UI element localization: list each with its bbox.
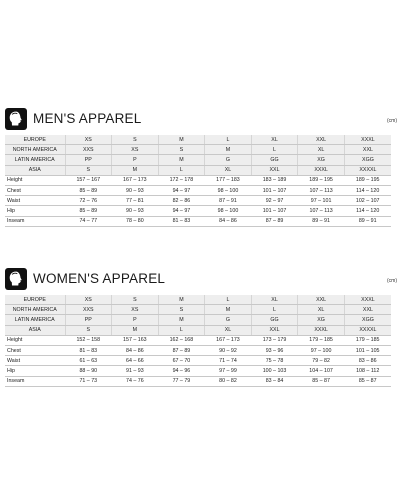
- section-header: [5, 108, 397, 134]
- measurement-row: [5, 185, 391, 195]
- size-cell: L: [205, 135, 252, 145]
- measurement-cell: 189 – 195: [298, 175, 345, 185]
- measurement-cell: 87 – 89: [158, 345, 205, 355]
- size-cell: P: [112, 315, 159, 325]
- region-label: EUROPE: [5, 295, 65, 305]
- measurement-row: [5, 175, 391, 185]
- measurement-cell: 167 – 173: [205, 335, 252, 345]
- region-size-row: [5, 145, 391, 155]
- measurement-cell: 157 – 163: [112, 335, 159, 345]
- measurement-cell: 83 – 86: [344, 356, 391, 366]
- measurement-cell: 77 – 79: [158, 376, 205, 386]
- measurement-cell: 152 – 158: [65, 335, 112, 345]
- size-cell: S: [65, 165, 112, 175]
- size-cell: XXL: [298, 135, 345, 145]
- measurement-cell: 101 – 105: [344, 345, 391, 355]
- region-label: NORTH AMERICA: [5, 305, 65, 315]
- size-cell: XXL: [251, 325, 298, 335]
- region-label: EUROPE: [5, 135, 65, 145]
- measurement-cell: 107 – 113: [298, 206, 345, 216]
- region-size-row: [5, 165, 391, 175]
- measurement-row: [5, 345, 391, 355]
- region-size-row: [5, 295, 391, 305]
- measurement-cell: 75 – 78: [251, 356, 298, 366]
- size-cell: L: [158, 325, 205, 335]
- size-cell: G: [205, 315, 252, 325]
- measurement-cell: 98 – 100: [205, 185, 252, 195]
- unit-note: (cm): [387, 118, 397, 124]
- section-title: WOMEN'S APPAREL: [33, 271, 166, 286]
- size-cell: XL: [205, 325, 252, 335]
- size-cell: M: [205, 145, 252, 155]
- region-label: NORTH AMERICA: [5, 145, 65, 155]
- measurement-cell: 88 – 90: [65, 366, 112, 376]
- measurement-cell: 92 – 97: [251, 196, 298, 206]
- measurement-cell: 100 – 103: [251, 366, 298, 376]
- measurement-cell: 89 – 91: [298, 216, 345, 226]
- measurement-label: Hip: [5, 206, 65, 216]
- size-cell: M: [158, 295, 205, 305]
- size-cell: S: [65, 325, 112, 335]
- size-cell: XL: [205, 165, 252, 175]
- measurement-cell: 94 – 97: [158, 206, 205, 216]
- measurement-cell: 74 – 76: [112, 376, 159, 386]
- measurement-cell: 173 – 179: [251, 335, 298, 345]
- size-cell: XG: [298, 155, 345, 165]
- region-size-row: [5, 305, 391, 315]
- size-cell: XXS: [65, 145, 112, 155]
- measurement-cell: 74 – 77: [65, 216, 112, 226]
- measurement-cell: 81 – 83: [158, 216, 205, 226]
- size-cell: M: [158, 155, 205, 165]
- measurement-label: Height: [5, 175, 65, 185]
- measurement-cell: 71 – 74: [205, 356, 252, 366]
- size-cell: S: [112, 295, 159, 305]
- region-size-row: [5, 135, 391, 145]
- measurement-cell: 83 – 84: [251, 376, 298, 386]
- size-cell: GG: [251, 155, 298, 165]
- size-cell: L: [251, 305, 298, 315]
- measurement-row: [5, 216, 391, 226]
- size-cell: M: [158, 315, 205, 325]
- measurement-cell: 91 – 93: [112, 366, 159, 376]
- size-cell: S: [158, 145, 205, 155]
- measurement-cell: 90 – 93: [112, 206, 159, 216]
- size-cell: XXXXL: [344, 165, 391, 175]
- size-cell: XL: [251, 135, 298, 145]
- measurement-cell: 90 – 92: [205, 345, 252, 355]
- measurement-cell: 167 – 173: [112, 175, 159, 185]
- region-label: ASIA: [5, 165, 65, 175]
- size-cell: XXXL: [298, 325, 345, 335]
- size-cell: P: [112, 155, 159, 165]
- measurement-cell: 179 – 185: [344, 335, 391, 345]
- measurement-cell: 64 – 66: [112, 356, 159, 366]
- measurement-row: [5, 376, 391, 386]
- size-cell: XGG: [344, 155, 391, 165]
- measurement-cell: 79 – 82: [298, 356, 345, 366]
- measurement-cell: 71 – 73: [65, 376, 112, 386]
- measurement-cell: 82 – 86: [158, 196, 205, 206]
- measurement-cell: 97 – 101: [298, 196, 345, 206]
- size-cell: XXL: [344, 145, 391, 155]
- measurement-label: Height: [5, 335, 65, 345]
- measurement-cell: 177 – 183: [205, 175, 252, 185]
- unit-note: (cm): [387, 278, 397, 284]
- size-cell: M: [158, 135, 205, 145]
- measurement-row: [5, 206, 391, 216]
- measurement-label: Hip: [5, 366, 65, 376]
- womens-apparel-section: [5, 268, 397, 385]
- measurement-cell: 157 – 167: [65, 175, 112, 185]
- size-cell: XXS: [65, 305, 112, 315]
- measurement-cell: 77 – 81: [112, 196, 159, 206]
- measurement-cell: 87 – 89: [251, 216, 298, 226]
- measurement-row: [5, 356, 391, 366]
- size-cell: XXL: [344, 305, 391, 315]
- measurement-cell: 85 – 89: [65, 185, 112, 195]
- measurement-cell: 162 – 168: [158, 335, 205, 345]
- measurement-cell: 85 – 87: [298, 376, 345, 386]
- size-cell: M: [205, 305, 252, 315]
- measurement-label: Waist: [5, 356, 65, 366]
- size-cell: XL: [251, 295, 298, 305]
- section-header: [5, 268, 397, 294]
- measurement-row: [5, 196, 391, 206]
- measurement-cell: 104 – 107: [298, 366, 345, 376]
- size-cell: PP: [65, 315, 112, 325]
- measurement-cell: 114 – 120: [344, 206, 391, 216]
- measurement-label: Waist: [5, 196, 65, 206]
- measurement-cell: 189 – 195: [344, 175, 391, 185]
- measurement-cell: 179 – 185: [298, 335, 345, 345]
- size-cell: PP: [65, 155, 112, 165]
- mens-size-table: [5, 135, 391, 227]
- mens-apparel-section: [5, 108, 397, 225]
- measurement-cell: 90 – 93: [112, 185, 159, 195]
- womens-size-table: [5, 295, 391, 387]
- size-cell: XGG: [344, 315, 391, 325]
- measurement-cell: 101 – 107: [251, 206, 298, 216]
- measurement-cell: 81 – 83: [65, 345, 112, 355]
- size-cell: XS: [112, 145, 159, 155]
- measurement-label: Chest: [5, 185, 65, 195]
- size-cell: M: [112, 325, 159, 335]
- measurement-cell: 85 – 89: [65, 206, 112, 216]
- measurement-cell: 67 – 70: [158, 356, 205, 366]
- size-cell: XG: [298, 315, 345, 325]
- measurement-cell: 84 – 86: [205, 216, 252, 226]
- size-cell: L: [251, 145, 298, 155]
- region-size-row: [5, 155, 391, 165]
- measurement-cell: 78 – 80: [112, 216, 159, 226]
- size-cell: XXXL: [344, 135, 391, 145]
- region-size-row: [5, 315, 391, 325]
- measurement-cell: 94 – 97: [158, 185, 205, 195]
- helmet-head-icon: [5, 268, 27, 290]
- measurement-cell: 108 – 112: [344, 366, 391, 376]
- region-label: LATIN AMERICA: [5, 155, 65, 165]
- measurement-cell: 93 – 96: [251, 345, 298, 355]
- measurement-cell: 84 – 86: [112, 345, 159, 355]
- measurement-cell: 172 – 178: [158, 175, 205, 185]
- measurement-cell: 94 – 96: [158, 366, 205, 376]
- measurement-cell: 97 – 100: [298, 345, 345, 355]
- size-cell: S: [158, 305, 205, 315]
- measurement-label: Chest: [5, 345, 65, 355]
- size-cell: L: [158, 165, 205, 175]
- measurement-row: [5, 366, 391, 376]
- measurement-cell: 107 – 113: [298, 185, 345, 195]
- size-cell: L: [205, 295, 252, 305]
- size-cell: GG: [251, 315, 298, 325]
- measurement-row: [5, 335, 391, 345]
- region-size-row: [5, 325, 391, 335]
- size-cell: XXL: [251, 165, 298, 175]
- region-label: LATIN AMERICA: [5, 315, 65, 325]
- measurement-cell: 98 – 100: [205, 206, 252, 216]
- size-cell: XS: [65, 135, 112, 145]
- size-cell: S: [112, 135, 159, 145]
- measurement-cell: 97 – 99: [205, 366, 252, 376]
- size-cell: XL: [298, 145, 345, 155]
- region-label: ASIA: [5, 325, 65, 335]
- measurement-cell: 102 – 107: [344, 196, 391, 206]
- measurement-label: Inseam: [5, 216, 65, 226]
- size-cell: XXXL: [298, 165, 345, 175]
- measurement-cell: 80 – 82: [205, 376, 252, 386]
- measurement-cell: 183 – 189: [251, 175, 298, 185]
- measurement-cell: 114 – 120: [344, 185, 391, 195]
- measurement-cell: 72 – 76: [65, 196, 112, 206]
- size-cell: XS: [65, 295, 112, 305]
- size-cell: XS: [112, 305, 159, 315]
- helmet-head-icon: [5, 108, 27, 130]
- section-title: MEN'S APPAREL: [33, 111, 142, 126]
- measurement-cell: 61 – 63: [65, 356, 112, 366]
- size-cell: M: [112, 165, 159, 175]
- measurement-cell: 89 – 91: [344, 216, 391, 226]
- size-cell: XXL: [298, 295, 345, 305]
- size-cell: XXXXL: [344, 325, 391, 335]
- measurement-label: Inseam: [5, 376, 65, 386]
- size-cell: XL: [298, 305, 345, 315]
- size-cell: G: [205, 155, 252, 165]
- measurement-cell: 87 – 91: [205, 196, 252, 206]
- measurement-cell: 101 – 107: [251, 185, 298, 195]
- measurement-cell: 85 – 87: [344, 376, 391, 386]
- size-cell: XXXL: [344, 295, 391, 305]
